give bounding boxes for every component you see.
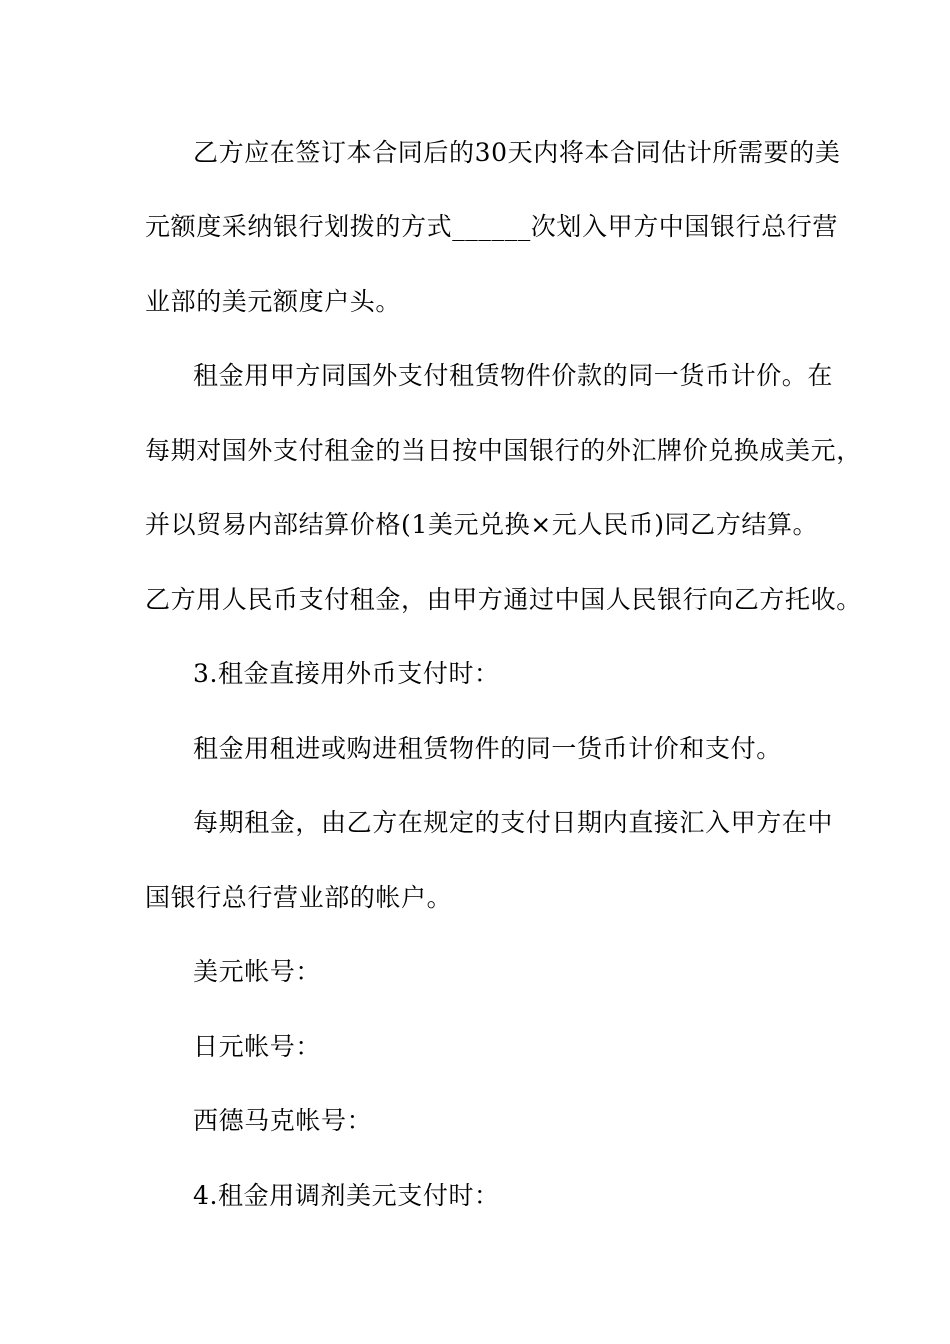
paragraph-line: 乙方应在签订本合同后的30天内将本合同估计所需要的美 [193, 138, 841, 167]
paragraph-line: 租金用租进或购进租赁物件的同一货币计价和支付。 [193, 734, 782, 763]
paragraph-line: 元额度采纳银行划拨的方式______次划入甲方中国银行总行营 [145, 212, 839, 241]
paragraph-line: 每期对国外支付租金的当日按中国银行的外汇牌价兑换成美元， [145, 436, 862, 465]
usd-account-label: 美元帐号： [193, 957, 322, 986]
section-heading: 4.租金用调剂美元支付时： [193, 1181, 500, 1210]
paragraph-line: 国银行总行营业部的帐户。 [145, 883, 453, 912]
section-heading: 3.租金直接用外币支付时： [193, 659, 500, 688]
paragraph-line: 乙方用人民币支付租金，由甲方通过中国人民银行向乙方托收。 [145, 585, 862, 614]
paragraph-line: 业部的美元额度户头。 [145, 287, 402, 316]
paragraph-line: 并以贸易内部结算价格(1美元兑换×元人民币)同乙方结算。 [145, 510, 819, 539]
paragraph-line: 每期租金，由乙方在规定的支付日期内直接汇入甲方在中 [193, 808, 834, 837]
paragraph-line: 租金用甲方同国外支付租赁物件价款的同一货币计价。在 [193, 361, 834, 390]
jpy-account-label: 日元帐号： [193, 1032, 322, 1061]
dem-account-label: 西德马克帐号： [193, 1106, 373, 1135]
